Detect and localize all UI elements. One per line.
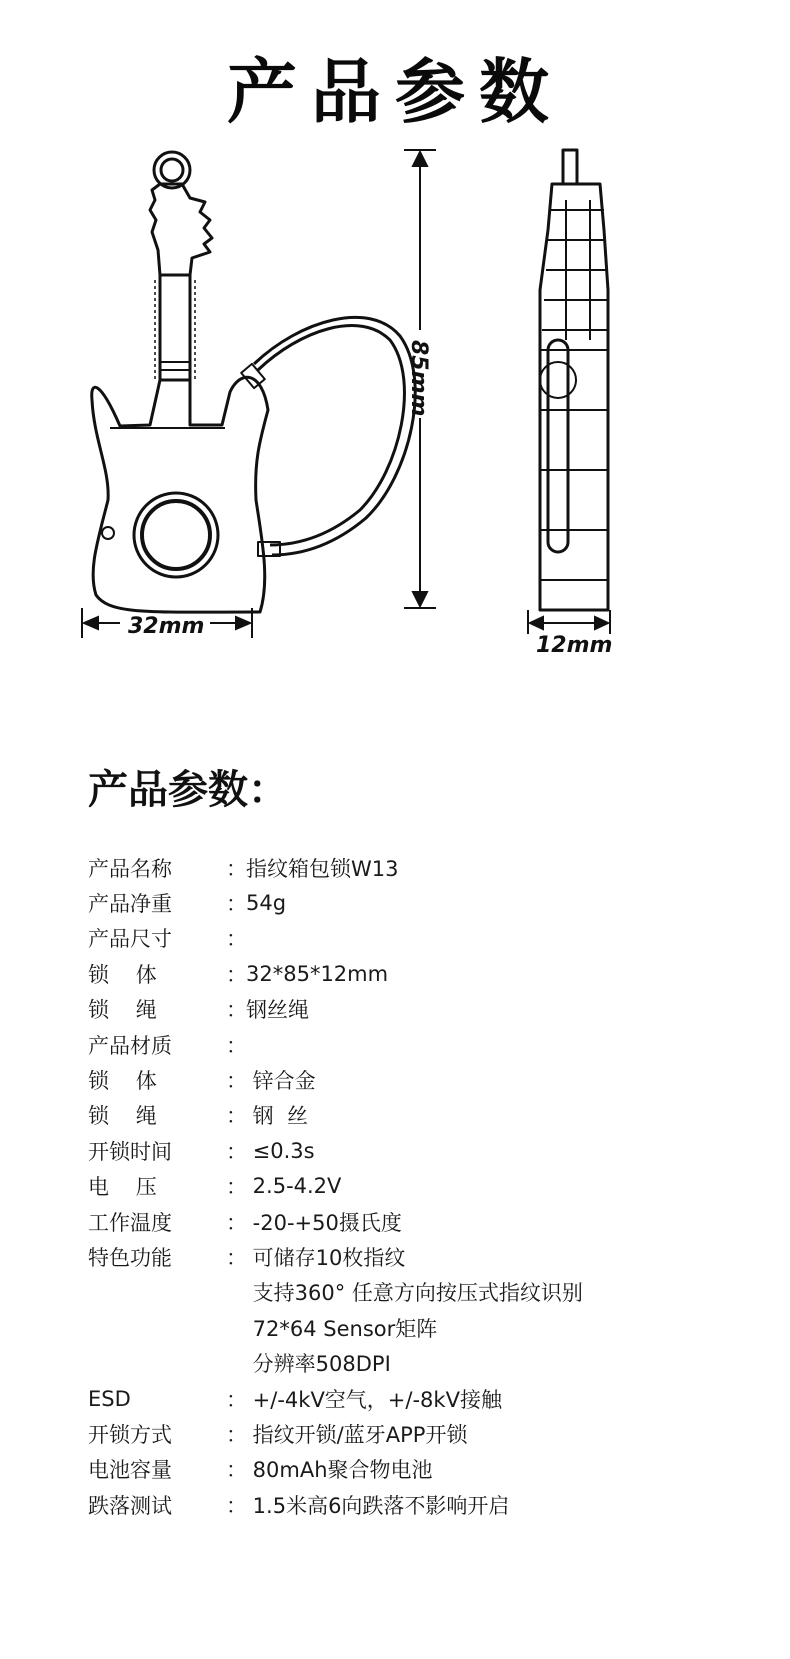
spec-row: 支持360° 任意方向按压式指纹识别: [246, 1281, 583, 1306]
side-view-shackle: [563, 150, 577, 184]
spec-row: 产品尺寸 ：: [88, 927, 247, 952]
lock-drawing: [0, 140, 790, 700]
spec-row: 锁 体 ： 32*85*12mm: [88, 961, 389, 987]
spec-row: 特色功能 ： 可储存10枚指纹: [88, 1245, 406, 1270]
spec-row: 跌落测试 ： 1.5米高6向跌落不影响开启: [88, 1493, 510, 1518]
height-dimension-label: 85mm: [406, 340, 431, 417]
spec-row: 锁 绳 ： 钢 丝: [88, 1104, 309, 1129]
steel-cable: [258, 326, 404, 545]
spec-row: 分辨率508DPI: [246, 1352, 391, 1377]
product-dimension-figure: [0, 140, 790, 700]
spec-row: 开锁方式 ： 指纹开锁/蓝牙APP开锁: [88, 1422, 468, 1447]
depth-dimension-label: 12mm: [536, 633, 613, 658]
spec-list: [88, 850, 768, 1522]
spec-row: 产品材质 ：: [88, 1033, 247, 1058]
section-title: 产品参数：: [88, 767, 288, 813]
side-view-cable: [548, 340, 568, 552]
spec-row: 电 压 ： 2.5-4.2V: [88, 1174, 342, 1200]
width-dimension-label: 32mm: [128, 614, 205, 639]
fingerprint-sensor: [134, 493, 218, 577]
guitar-headstock: [150, 184, 212, 275]
spec-row: 产品名称 ： 指纹箱包锁W13: [88, 856, 399, 881]
spec-row: 锁 绳 ： 钢丝绳: [88, 998, 309, 1023]
spec-row: 工作温度 ： -20-+50摄氏度: [88, 1210, 402, 1235]
spec-row: ESD ： +/-4kV空气，+/-8kV接触: [88, 1386, 502, 1412]
spec-row: 产品净重 ： 54g: [88, 891, 287, 917]
spec-row: 开锁时间 ： ≤0.3s: [88, 1138, 315, 1164]
page-title: 产品参数: [227, 51, 563, 133]
spec-row: 锁 体 ： 锌合金: [88, 1069, 316, 1094]
spec-row: 电池容量 ： 80mAh聚合物电池: [88, 1458, 433, 1483]
spec-row: 72*64 Sensor矩阵: [246, 1316, 438, 1341]
